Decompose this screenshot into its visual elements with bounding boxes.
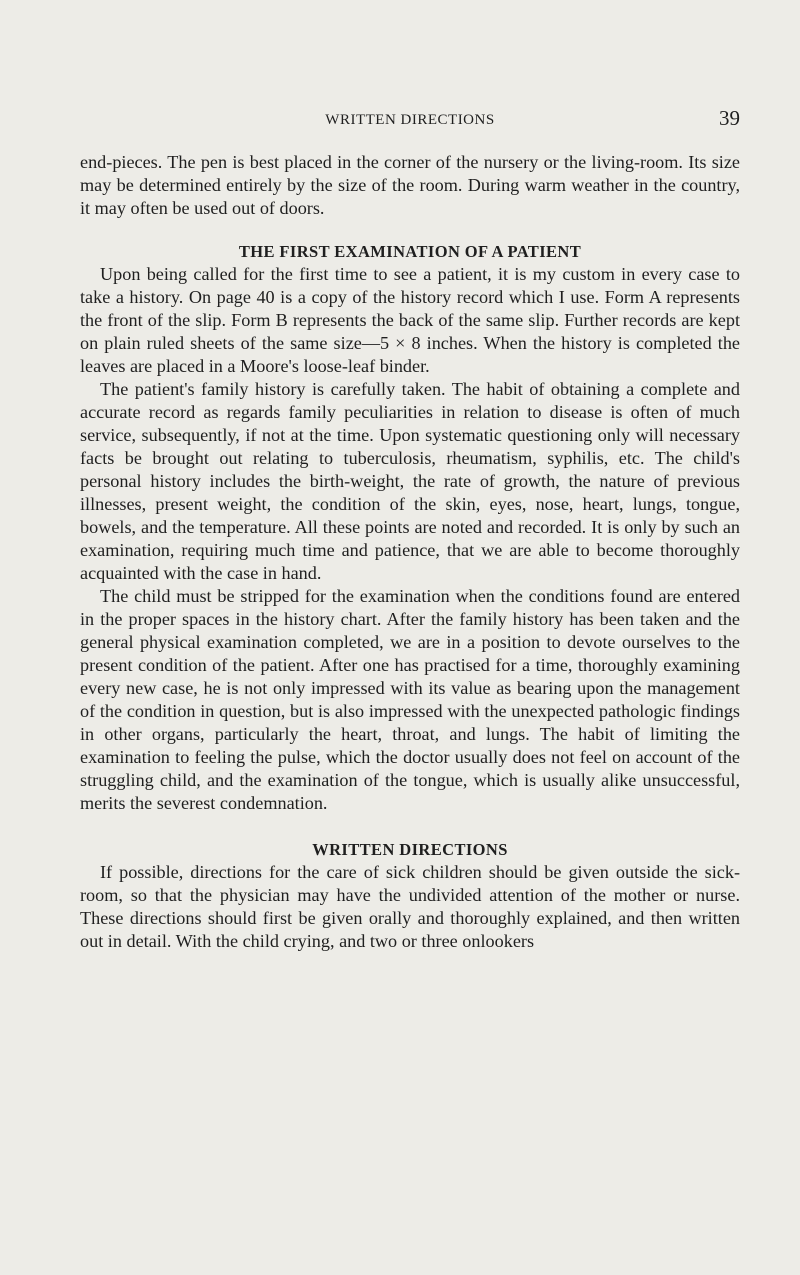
paragraph: The child must be stripped for the examination when the conditions found are entered in the proper spaces in the history chart. After the family history has been taken and the general physical examination completed, we are in a position to devote ourselves to the present condition of the patient. After one has practised for a time, thoroughly examining every new case, he is not only impressed with its value as bearing upon the management of the condition in question, but is also impressed with the unexpected pathologic findings in other organs, particularly the heart, throat, and lungs. The habit of limiting the examination to feeling the pulse, which the doctor usually does not feel on account of the struggling child, and the examination of the tongue, which is usually alike unsuccessful, merits the severest condemnation. xyxy=(80,586,740,813)
page-number: 39 xyxy=(719,106,740,130)
spacer xyxy=(80,220,740,240)
section-heading-written-directions: WRITTEN DIRECTIONS xyxy=(312,840,508,859)
body-text xyxy=(80,151,740,953)
paragraph: If possible, directions for the care of sick children should be given outside the sick-room, so that the physician may have the undivided attention of the mother or nurse. These directions should first be given orally and thoroughly explained, and then written out in detail. With the child crying, and two or three onlookers xyxy=(80,862,740,951)
paragraph: The patient's family history is carefully taken. The habit of obtaining a complete and accurate record as regards family peculiarities in relation to disease is often of much service, subsequently, if not at the time. Upon systematic questioning only will necessary facts be brought out relating to tuberculosis, rheumatism, syphilis, etc. The child's personal history includes the birth-weight, the rate of growth, the nature of previous illnesses, present weight, the condition of the skin, eyes, nose, heart, lungs, tongue, bowels, and the temperature. All these points are noted and recorded. It is only by such an examination, requiring much time and patience, that we are able to become thoroughly acquainted with the case in hand. xyxy=(80,379,740,583)
section-heading-first-examination: THE FIRST EXAMINATION OF A PATIENT xyxy=(238,242,582,261)
paragraph: Upon being called for the first time to see a patient, it is my custom in every case to take a history. On page 40 is a copy of the history record which I use. Form A represents the front of the slip. Form B represents the back of the same slip. Further records are kept on plain ruled sheets of the same size—5 × 8 inches. When the history is completed the leaves are placed in a Moore's loose-leaf binder. xyxy=(80,264,740,376)
spacer xyxy=(80,815,740,838)
running-head xyxy=(80,106,740,133)
continued-paragraph: end-pieces. The pen is best placed in the corner of the nursery or the living-room. Its size may be determined entirely by the size of the room. During warm weather in the country, it may often be used out of doors. xyxy=(80,152,740,218)
running-title: WRITTEN DIRECTIONS xyxy=(325,112,495,128)
